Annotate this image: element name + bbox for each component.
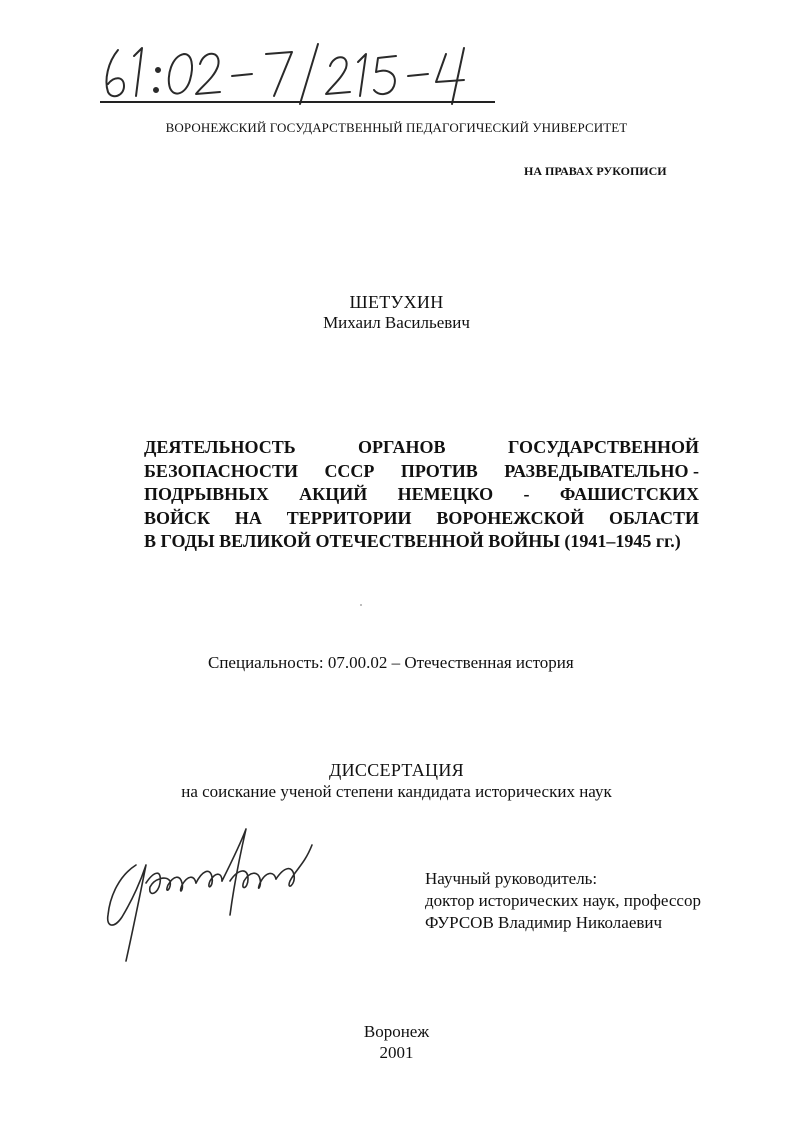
title-word: ГОСУДАРСТВЕННОЙ (507, 437, 699, 457)
title-word: РАЗВЕДЫВАТЕЛЬНО - (504, 460, 699, 481)
title-word: СССР (324, 460, 375, 481)
handwritten-archive-code (96, 30, 496, 110)
author-surname: ШЕТУХИН (349, 292, 444, 312)
year: 2001 (379, 1043, 414, 1062)
title-word: ПОДРЫВНЫХ (144, 484, 269, 504)
title-word: НА (234, 507, 262, 528)
title-line-4 (144, 507, 699, 531)
scan-speck (360, 604, 362, 606)
title-line-3 (144, 483, 699, 507)
title-word: ВОЙСК (144, 507, 211, 528)
specialty: Специальность: 07.00.02 – Отечественная история (208, 653, 574, 672)
work-type: ДИССЕРТАЦИЯ (329, 760, 464, 780)
title-word: БЕЗОПАСНОСТИ (144, 460, 298, 481)
title-word: ОБЛАСТИ (609, 507, 699, 528)
archive-code-underline (100, 101, 495, 103)
title-line-5 (144, 530, 699, 554)
university-name: ВОРОНЕЖСКИЙ ГОСУДАРСТВЕННЫЙ ПЕДАГОГИЧЕСКИЙ УНИВЕРСИТЕТ (165, 120, 628, 135)
supervisor-label: Научный руководитель: (425, 869, 598, 888)
title-word: АКЦИЙ (299, 484, 368, 504)
title-word: ВОРОНЕЖСКОЙ (436, 507, 585, 528)
title-word: ПРОТИВ (400, 460, 478, 481)
title-line-text: В ГОДЫ ВЕЛИКОЙ ОТЕЧЕСТВЕННОЙ ВОЙНЫ (1941–1945 гг.) (144, 531, 681, 551)
city: Воронеж (363, 1022, 430, 1041)
author-signature (90, 825, 330, 965)
title-word: ДЕЯТЕЛЬНОСТЬ (144, 437, 296, 457)
manuscript-rights-note: НА ПРАВАХ РУКОПИСИ (524, 164, 667, 178)
title-word: ОРГАНОВ (358, 437, 446, 457)
supervisor-degree: доктор исторических наук, профессор (425, 891, 701, 910)
degree-sought: на соискание ученой степени кандидата исторических наук (181, 782, 612, 801)
author-given-names: Михаил Васильевич (323, 313, 470, 332)
title-line-1 (144, 436, 699, 460)
title-line-2 (144, 460, 699, 484)
supervisor-name: ФУРСОВ Владимир Николаевич (425, 913, 663, 932)
title-word: ТЕРРИТОРИИ (286, 507, 412, 528)
title-word: ФАШИСТСКИХ (559, 484, 699, 504)
title-word: НЕМЕЦКО (397, 484, 494, 504)
dissertation-title (144, 436, 699, 554)
scientific-supervisor (425, 868, 701, 934)
title-word: - (523, 484, 530, 504)
